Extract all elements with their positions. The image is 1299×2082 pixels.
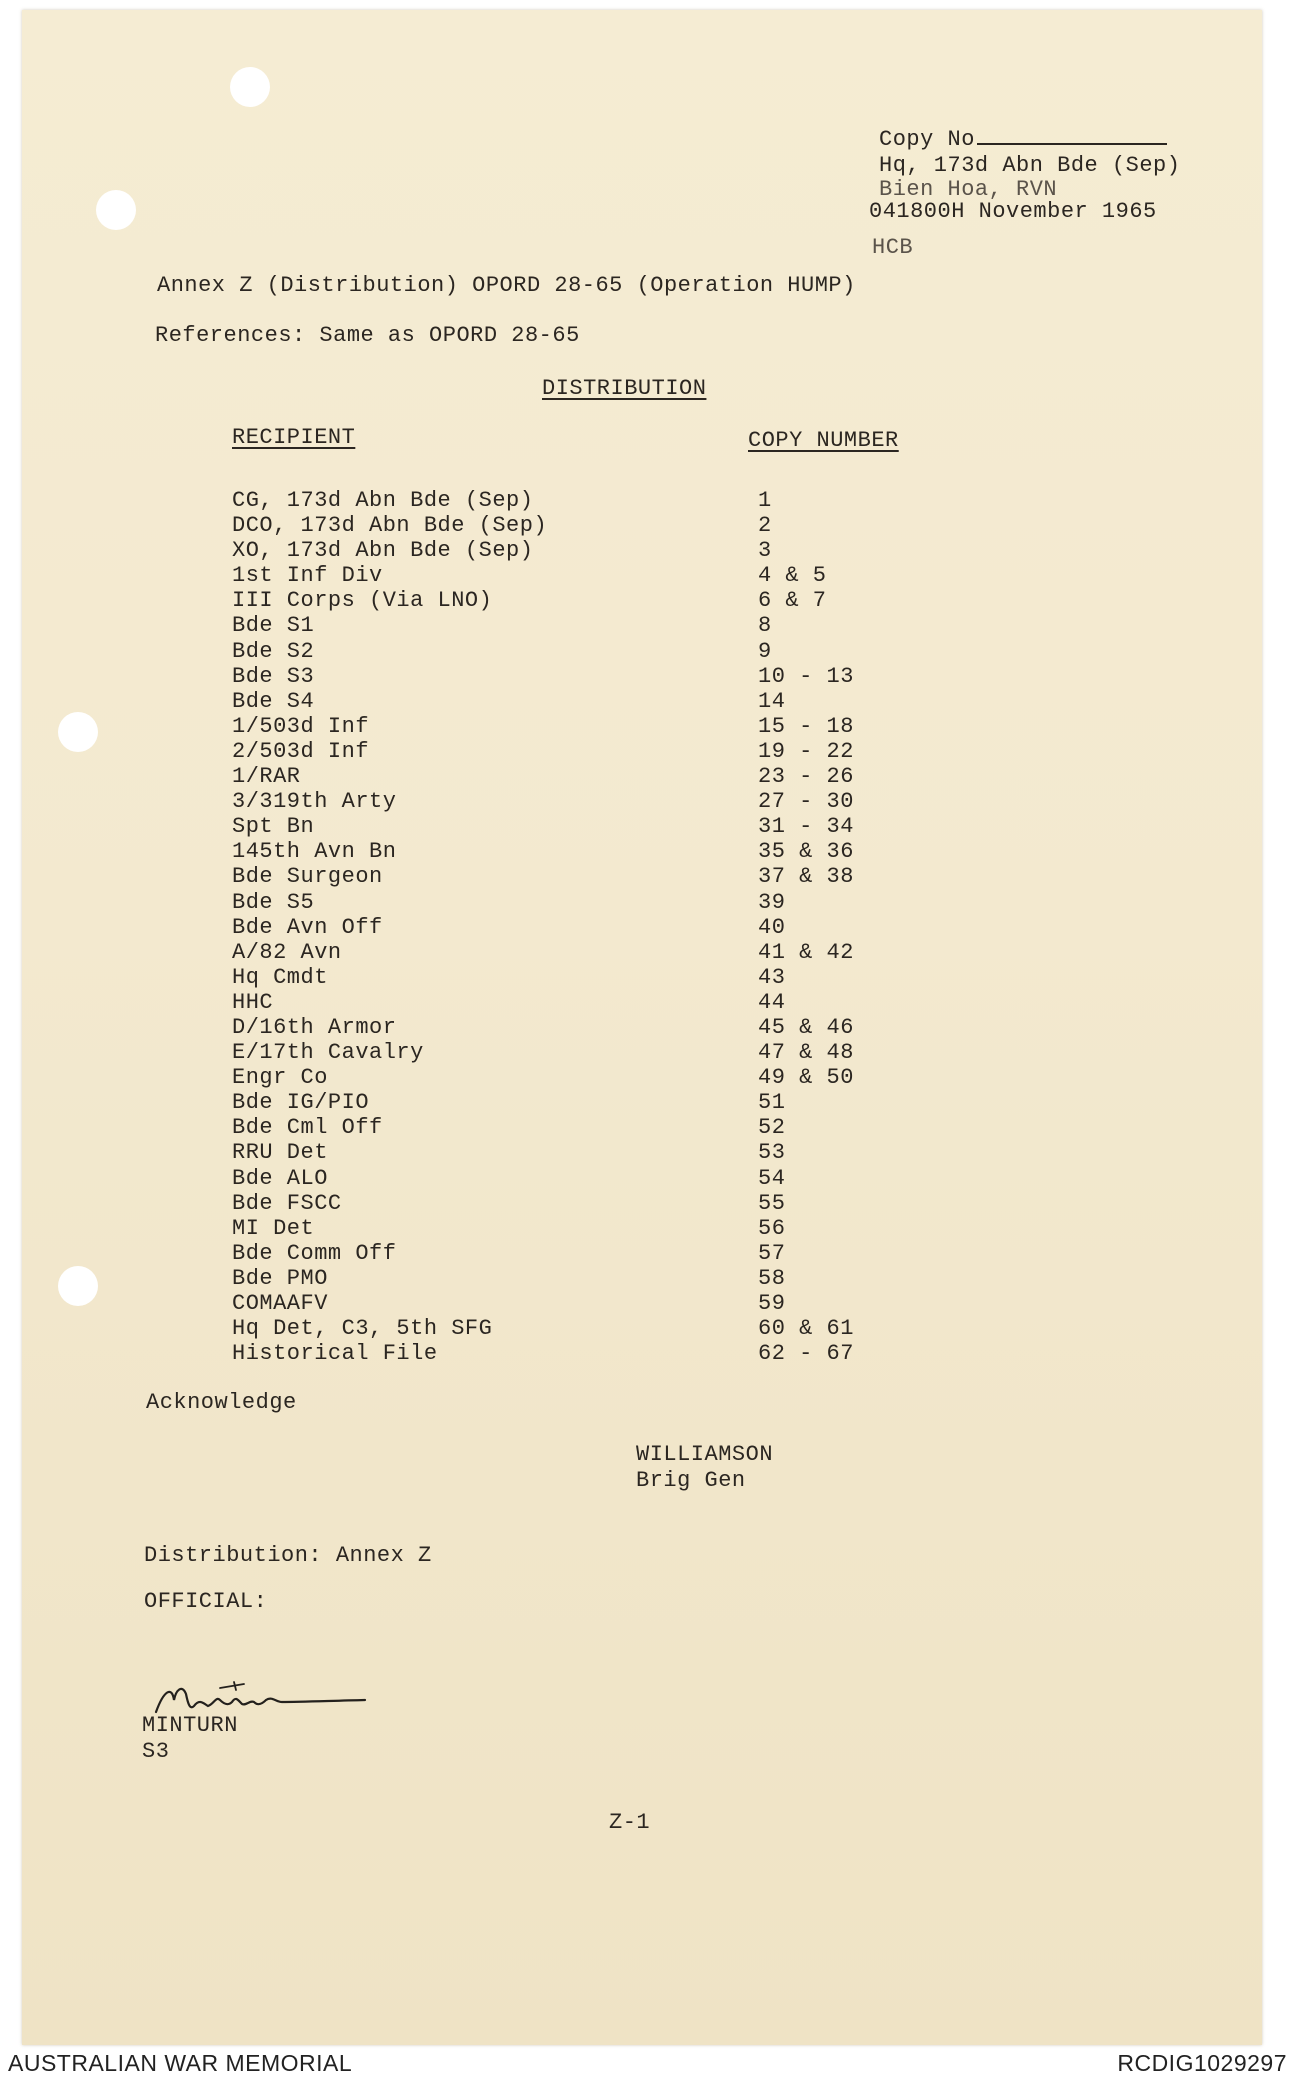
document-page: [22, 10, 1262, 2045]
recipient-cell: COMAAFV: [232, 1291, 328, 1316]
copy-number-cell: 49 & 50: [758, 1065, 854, 1091]
recipient-cell: Bde S5: [232, 889, 315, 915]
copy-number-cell: 43: [758, 964, 786, 990]
copy-number-cell: 31 - 34: [758, 814, 854, 840]
annex-title: Annex Z (Distribution) OPORD 28-65 (Operation HUMP): [157, 273, 856, 298]
copy-number-cell: 52: [758, 1115, 786, 1141]
recipient-cell: 2/503d Inf: [232, 738, 370, 764]
page-number: Z-1: [609, 1810, 651, 1835]
recipient-cell: A/82 Avn: [232, 939, 342, 965]
recipient-cell: Spt Bn: [232, 814, 315, 840]
official-label: OFFICIAL:: [144, 1589, 268, 1614]
copy-number-cell: 55: [758, 1190, 786, 1216]
copy-number-cell: 44: [758, 989, 786, 1015]
recipient-cell: RRU Det: [232, 1140, 328, 1166]
recipient-cell: D/16th Armor: [232, 1014, 397, 1040]
signature-text: Minturn: [243, 1727, 287, 1738]
recipient-cell: 145th Avn Bn: [232, 839, 397, 865]
copy-number-cell: 14: [758, 688, 786, 714]
recipient-cell: Bde S1: [232, 613, 315, 639]
copy-number-cell: 10 - 13: [758, 663, 854, 689]
copy-number-cell: 57: [758, 1240, 786, 1266]
copy-number-cell: 59: [758, 1291, 786, 1316]
copy-number-cell: 47 & 48: [758, 1040, 854, 1066]
recipient-cell: 1st Inf Div: [232, 563, 383, 589]
copy-no-line: [879, 125, 1167, 152]
recipient-cell: XO, 173d Abn Bde (Sep): [232, 538, 534, 564]
recipient-cell: Bde ALO: [232, 1165, 328, 1191]
signature-stroke: [220, 1682, 244, 1690]
recipient-cell: E/17th Cavalry: [232, 1040, 424, 1066]
punch-hole: [58, 712, 98, 752]
recipient-cell: Bde S4: [232, 688, 315, 714]
copy-number-cell: 1: [758, 488, 772, 513]
copy-number-cell: 56: [758, 1215, 786, 1241]
recipient-cell: Bde PMO: [232, 1265, 328, 1291]
copy-number-cell: 35 & 36: [758, 839, 854, 865]
official-title: S3: [142, 1739, 170, 1764]
recipient-cell: MI Det: [232, 1215, 315, 1241]
recipient-cell: 1/503d Inf: [232, 713, 370, 739]
recipient-cell: Bde S3: [232, 663, 315, 689]
references-line: References: Same as OPORD 28-65: [155, 323, 580, 348]
copy-number-cell: 41 & 42: [758, 939, 854, 965]
signer-name: WILLIAMSON: [636, 1442, 774, 1467]
copy-number-cell: 53: [758, 1140, 786, 1166]
signer-rank: Brig Gen: [636, 1468, 746, 1493]
copy-number-cell: 27 - 30: [758, 789, 854, 815]
recipient-cell: Engr Co: [232, 1065, 328, 1091]
copy-number-cell: 4 & 5: [758, 563, 827, 589]
copy-number-cell: 2: [758, 513, 772, 539]
copy-number-cell: 62 - 67: [758, 1341, 854, 1367]
recipient-cell: Hq Cmdt: [232, 964, 328, 990]
footer-archive-label: AUSTRALIAN WAR MEMORIAL: [8, 2050, 353, 2076]
copy-number-list: [758, 488, 854, 1366]
punch-hole: [96, 190, 136, 230]
recipient-cell: Bde Avn Off: [232, 914, 383, 940]
recipient-cell: HHC: [232, 989, 274, 1015]
copy-number-cell: 8: [758, 613, 772, 639]
distribution-note: Distribution: Annex Z: [144, 1543, 432, 1568]
recipient-cell: Historical File: [232, 1341, 438, 1367]
footer-item-id: RCDIG1029297: [1117, 2050, 1287, 2076]
recipient-cell: Bde FSCC: [232, 1190, 342, 1216]
recipient-cell: 1/RAR: [232, 764, 301, 790]
copy-number-cell: 37 & 38: [758, 864, 854, 890]
recipient-column-header: RECIPIENT: [232, 425, 356, 450]
copy-number-cell: 23 - 26: [758, 764, 854, 790]
recipient-list: [232, 488, 547, 1366]
recipient-cell: Bde Surgeon: [232, 864, 383, 890]
copy-no-blank: [977, 125, 1167, 145]
copy-number-cell: 51: [758, 1090, 786, 1116]
signature-stroke: [156, 1689, 365, 1712]
recipient-cell: Bde S2: [232, 638, 315, 664]
distribution-heading: DISTRIBUTION: [542, 376, 707, 401]
copy-number-cell: 54: [758, 1165, 786, 1191]
copy-number-cell: 40: [758, 914, 786, 940]
copy-number-cell: 6 & 7: [758, 588, 827, 614]
recipient-cell: 3/319th Arty: [232, 789, 397, 815]
copy-number-cell: 3: [758, 538, 772, 564]
punch-hole: [58, 1266, 98, 1306]
recipient-cell: Bde Comm Off: [232, 1240, 397, 1266]
recipient-cell: Bde IG/PIO: [232, 1090, 370, 1116]
recipient-cell: III Corps (Via LNO): [232, 588, 493, 614]
copy-number-cell: 58: [758, 1265, 786, 1291]
copy-number-cell: 45 & 46: [758, 1014, 854, 1040]
copy-number-cell: 19 - 22: [758, 738, 854, 764]
dtg-line: 041800H November 1965: [869, 199, 1157, 224]
copy-number-cell: 9: [758, 638, 772, 664]
copy-number-cell: 39: [758, 889, 786, 915]
copy-number-column-header: COPY NUMBER: [748, 428, 899, 453]
copy-no-label: Copy No: [879, 127, 975, 152]
official-name: MINTURN: [142, 1713, 238, 1738]
recipient-cell: Bde Cml Off: [232, 1115, 383, 1141]
location-line: Bien Hoa, RVN: [879, 177, 1058, 202]
recipient-cell: DCO, 173d Abn Bde (Sep): [232, 513, 548, 539]
ref-code: HCB: [872, 235, 914, 260]
recipient-cell: Hq Det, C3, 5th SFG: [232, 1316, 493, 1342]
recipient-cell: CG, 173d Abn Bde (Sep): [232, 488, 534, 513]
copy-number-cell: 60 & 61: [758, 1316, 854, 1342]
punch-hole: [230, 67, 270, 107]
copy-number-cell: 15 - 18: [758, 713, 854, 739]
hq-line: Hq, 173d Abn Bde (Sep): [879, 153, 1181, 178]
acknowledge-line: Acknowledge: [146, 1390, 297, 1415]
